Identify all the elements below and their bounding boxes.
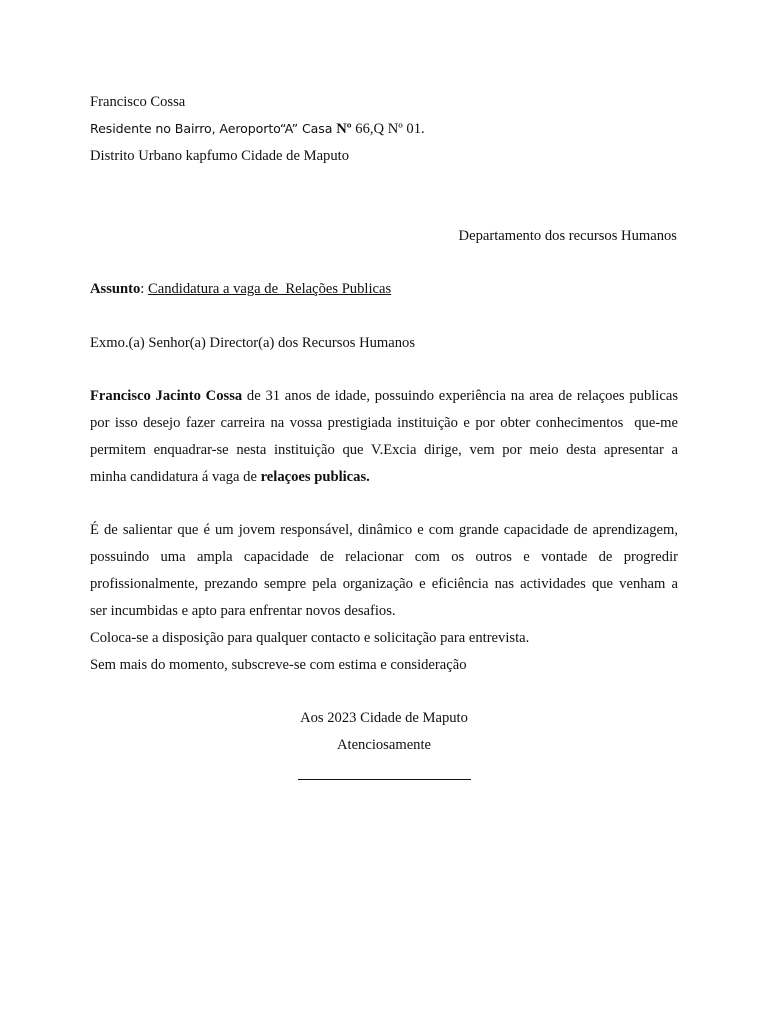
position-name: relaçoes publicas. [260, 469, 370, 485]
paragraph1-line4-start: minha candidatura á vaga de [90, 469, 261, 485]
subject-label: Assunto [90, 281, 141, 297]
sender-address [90, 120, 425, 138]
paragraph2-line2: possuindo uma ampla capacidade de relacionar com os outros e vontade de progredir [90, 549, 678, 565]
sender-address-suffix: 66,Q Nº 01. [351, 121, 425, 137]
subject-line [90, 280, 391, 298]
closing-line: Sem mais do momento, subscreve-se com estima e consideração [90, 657, 467, 673]
subject-colon: : [140, 281, 148, 297]
salutation: Exmo.(a) Senhor(a) Director(a) dos Recursos Humanos [90, 335, 416, 351]
subject-text: Candidatura a vaga de Relações Publicas [148, 281, 392, 297]
sender-address-prefix: Residente no Bairro, Aeroporto“A” Casa [90, 121, 337, 136]
sender-name: Francisco Cossa [90, 94, 186, 110]
paragraph1-line1 [90, 387, 678, 405]
paragraph1-line4 [90, 468, 370, 486]
paragraph1-line2: por isso desejo fazer carreira na vossa prestigiada instituição e por obter conhecimentos que-me [90, 415, 678, 431]
signature-line [298, 779, 471, 780]
place-date: Aos 2023 Cidade de Maputo [300, 710, 468, 726]
paragraph1-line3: permitem enquadrar-se nesta instituição que V.Excia dirige, vem por meio desta apresentar a [90, 442, 678, 458]
contact-line: Coloca-se a disposição para qualquer contacto e solicitação para entrevista. [90, 630, 530, 646]
paragraph2-line4: ser incumbidas e apto para enfrentar novos desafios. [90, 603, 396, 619]
paragraph2-line3: profissionalmente, prezando sempre pela organização e eficiência nas actividades que venham a [90, 576, 678, 592]
sender-address-num-label: Nº [336, 121, 352, 137]
recipient-department: Departamento dos recursos Humanos [458, 228, 677, 244]
sender-district: Distrito Urbano kapfumo Cidade de Maputo [90, 148, 349, 164]
paragraph2-line1: É de salientar que é um jovem responsável, dinâmico e com grande capacidade de aprendizagem, [90, 522, 678, 538]
paragraph1-line1-rest: de 31 anos de idade, possuindo experiência na area de relaçoes publicas [242, 388, 678, 404]
candidate-name: Francisco Jacinto Cossa [90, 388, 243, 404]
regards: Atenciosamente [336, 737, 431, 753]
